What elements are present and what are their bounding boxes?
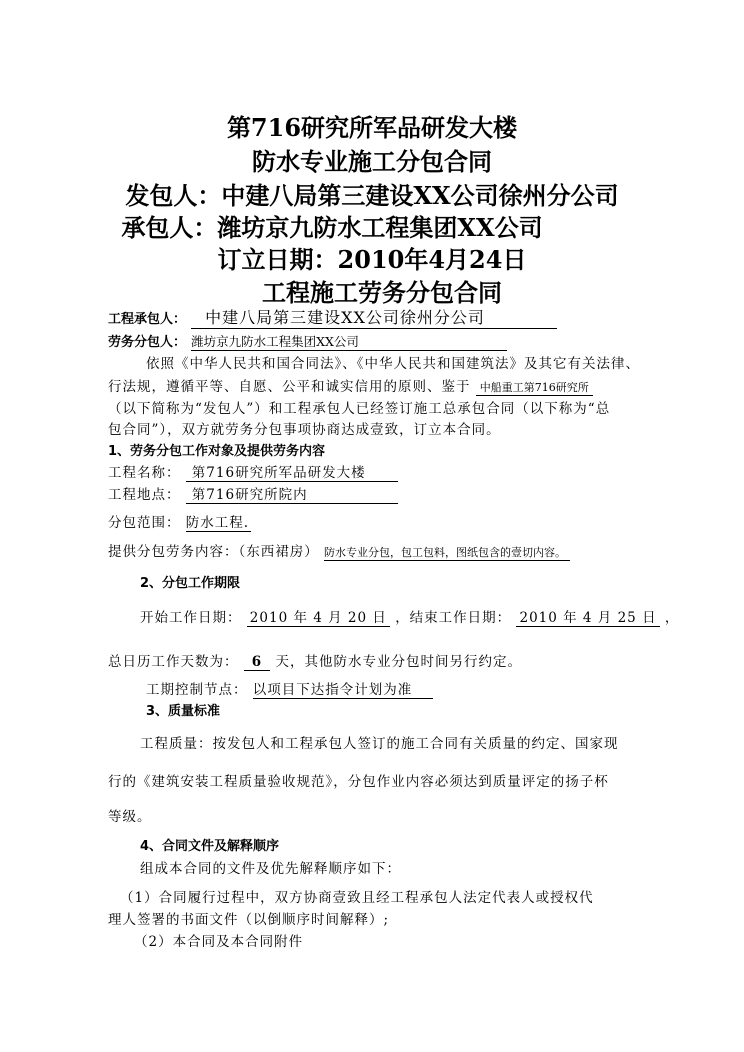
start-date-value: 2010 年 4 月 20 日: [247, 606, 390, 627]
days-value: 6: [244, 654, 270, 671]
content-value: 防水专业分包，包工包料，图纸包含的壹切内容。: [324, 544, 570, 561]
title-project: 第716研究所军品研发大楼: [226, 113, 518, 142]
period-row: 开始工作日期： 2010 年 4 月 20 日 ，结束工作日期： 2010 年 4 月 25 日 ，: [140, 606, 679, 627]
contractor-label: 工程承包人：: [108, 312, 187, 327]
days-row: 总日历工作天数为： 6 天，其他防水专业分包时间另行约定。: [108, 654, 522, 670]
intro-line-3: （以下简称为“发包人”）和工程承包人已经签订施工总承包合同（以下称为“总: [108, 401, 611, 417]
title-labor-contract: 工程施工劳务分包合同: [262, 278, 502, 307]
project-name-value: 第716研究所军品研发大楼: [186, 461, 398, 482]
docs-line-3: 理人签署的书面文件（以倒顺序时间解释）;: [108, 912, 390, 928]
section-2-heading: 2、分包工作期限: [140, 576, 241, 591]
docs-line-1: 组成本合同的文件及优先解释顺序如下：: [140, 861, 401, 877]
subcontractor-value: 潍坊京九防水工程集团XX公司: [191, 332, 507, 351]
quality-line-2: 行的《建筑安装工程质量验收规范》，分包作业内容必须达到质量评定的扬子杯: [108, 774, 609, 790]
title-contractor: 承包人：潍坊京九防水工程集团XX公司: [121, 213, 543, 242]
project-site-row: 工程地点： 第716研究所院内: [108, 483, 398, 504]
section-3-heading: 3、质量标准: [146, 704, 221, 719]
subcontractor-label: 劳务分包人：: [108, 335, 187, 350]
scope-row: 分包范围： 防水工程.: [108, 511, 251, 532]
title-contract: 防水专业施工分包合同: [252, 147, 492, 176]
quality-line-3: 等级。: [108, 809, 152, 825]
title-date: 订立日期：2010年4月24日: [217, 245, 527, 274]
employer-name: 中船重工第716研究所: [476, 379, 593, 396]
section-1-heading: 1、劳务分包工作对象及提供劳务内容: [108, 444, 326, 459]
project-site-value: 第716研究所院内: [186, 483, 398, 504]
control-value: 以项目下达指令计划为准: [253, 678, 433, 699]
scope-value: 防水工程.: [186, 511, 251, 532]
title-employer: 发包人：中建八局第三建设XX公司徐州分公司: [125, 181, 619, 210]
project-name-row: 工程名称： 第716研究所军品研发大楼: [108, 461, 398, 482]
section-4-heading: 4、合同文件及解释顺序: [140, 839, 280, 854]
contractor-value: 中建八局第三建设XX公司徐州分公司: [191, 305, 557, 329]
quality-line-1: 工程质量：按发包人和工程承包人签订的施工合同有关质量的约定、国家现: [140, 736, 619, 752]
subcontractor-row: [108, 331, 507, 351]
contractor-row: [108, 305, 557, 329]
control-row: 工期控制节点： 以项目下达指令计划为准: [146, 678, 433, 699]
docs-line-4: （2）本合同及本合同附件: [134, 934, 304, 950]
intro-line-4: 包合同”），双方就劳务分包事项协商达成壹致，订立本合同。: [108, 422, 501, 438]
end-date-value: 2010 年 4 月 25 日: [516, 606, 659, 627]
content-row: 提供分包劳务内容：（东西裙房） 防水专业分包，包工包料，图纸包含的壹切内容。: [108, 540, 570, 561]
docs-line-2: （1）合同履行过程中，双方协商壹致且经工程承包人法定代表人或授权代: [120, 890, 594, 906]
intro-line-1: 依照《中华人民共和国合同法》、《中华人民共和国建筑法》及其它有关法律、: [146, 356, 640, 372]
intro-line-2: 行法规，遵循平等、自愿、公平和诚实信用的原则、鉴于 中船重工第716研究所: [108, 375, 593, 396]
